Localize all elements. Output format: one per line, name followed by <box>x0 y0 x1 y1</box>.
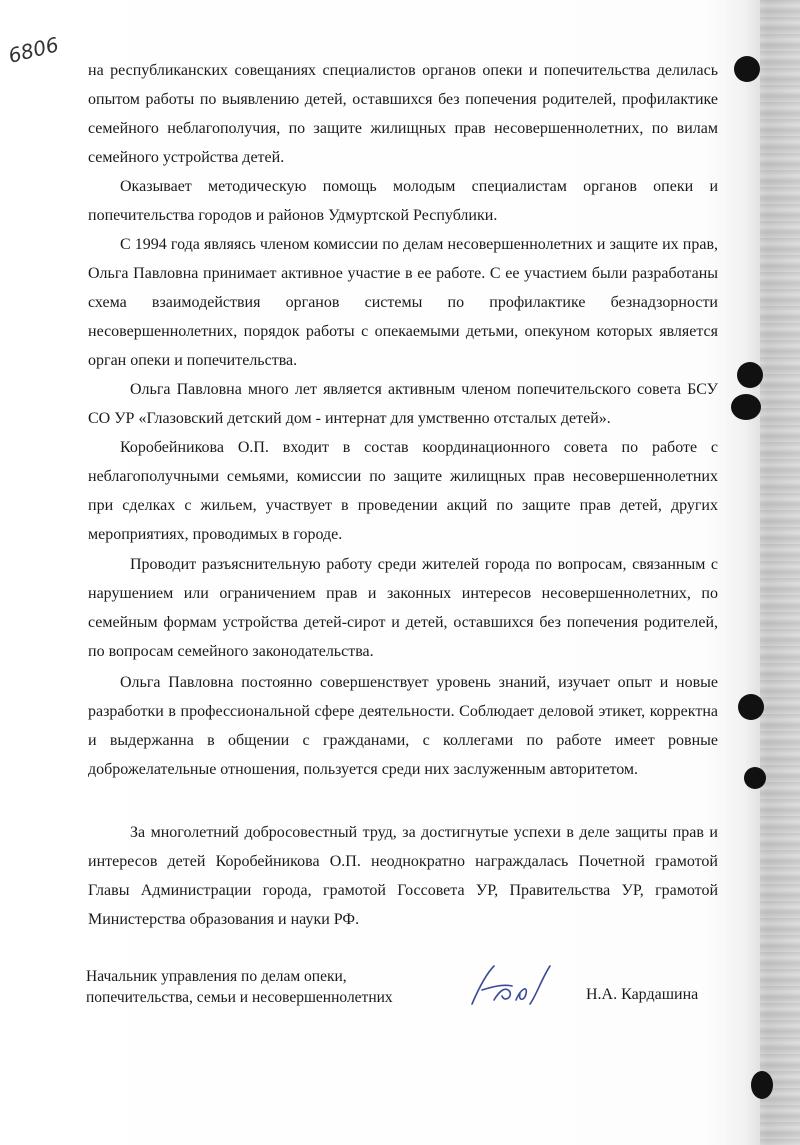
paragraph-7: Ольга Павловна постоянно совершенствует уровень знаний, изучает опыт и новые разработки в профессиональной сфере деятельности. Соблюдает деловой этикет, корректна и выдержанна в общении с гражданами, с коллегами по работе имеет ровные доброжелательные отношения, пользуется среди них заслуженным авторитетом. <box>88 674 718 778</box>
signer-position-line-1: Начальник управления по делам опеки, <box>86 968 347 985</box>
punch-hole-6 <box>751 1071 773 1099</box>
punch-hole-3 <box>731 394 761 420</box>
paragraph-1: на республиканских совещаниях специалистов органов опеки и попечительства делилась опытом работы по выявлению детей, оставшихся без попечения родителей, профилактике семейного неблагополучия, по защите жилищных прав несовершеннолетних, по вилам семейного устройства детей. <box>88 62 718 166</box>
paragraph-4: Ольга Павловна много лет является активным членом попечительского совета БСУ СО УР «Глазовский детский дом - интернат для умственно отсталых детей». <box>88 381 718 427</box>
paragraph-8: За многолетний добросовестный труд, за достигнутые успехи в деле защиты прав и интересов детей Коробейникова О.П. неоднократно награждалась Почетной грамотой Главы Администрации города, грамотой Госсовета УР, Правительства УР, грамотой Министерства образования и науки РФ. <box>88 824 718 928</box>
scan-edge-shadow <box>760 0 800 1145</box>
paragraph-3: С 1994 года являясь членом комиссии по делам несовершеннолетних и защите их прав, Ольга Павловна принимает активное участие в ее работе. С ее участием были разработаны схема взаимодействия органов системы по профилактике безнадзорности несовершеннолетних, порядок работы с опекаемыми детьми, опекуном которых является орган опеки и попечительства. <box>88 236 718 369</box>
punch-hole-5 <box>744 767 766 789</box>
punch-hole-2 <box>737 362 763 388</box>
signer-position-line-2: попечительства, семьи и несовершеннолетних <box>86 989 393 1006</box>
handwritten-page-number: 6806 <box>5 32 62 68</box>
handwritten-signature <box>464 960 564 1010</box>
punch-hole-1 <box>734 56 760 82</box>
signer-name: Н.А. Кардашина <box>586 986 699 1003</box>
signer-position <box>86 966 456 1008</box>
paragraph-2: Оказывает методическую помощь молодым специалистам органов опеки и попечительства городов и районов Удмуртской Республики. <box>88 178 718 224</box>
paragraph-6: Проводит разъяснительную работу среди жителей города по вопросам, связанным с нарушением или ограничением прав и законных интересов несовершеннолетних, по семейным формам устройства детей-сирот и детей, оставшихся без попечения родителей, по вопросам семейного законодательства. <box>88 556 718 660</box>
paragraph-5: Коробейникова О.П. входит в состав координационного совета по работе с неблагополучными семьями, комиссии по защите жилищных прав несовершеннолетних при сделках с жильем, участвует в проведении акций по защите прав детей, других мероприятиях, проводимых в городе. <box>88 439 718 543</box>
punch-hole-4 <box>738 694 764 720</box>
